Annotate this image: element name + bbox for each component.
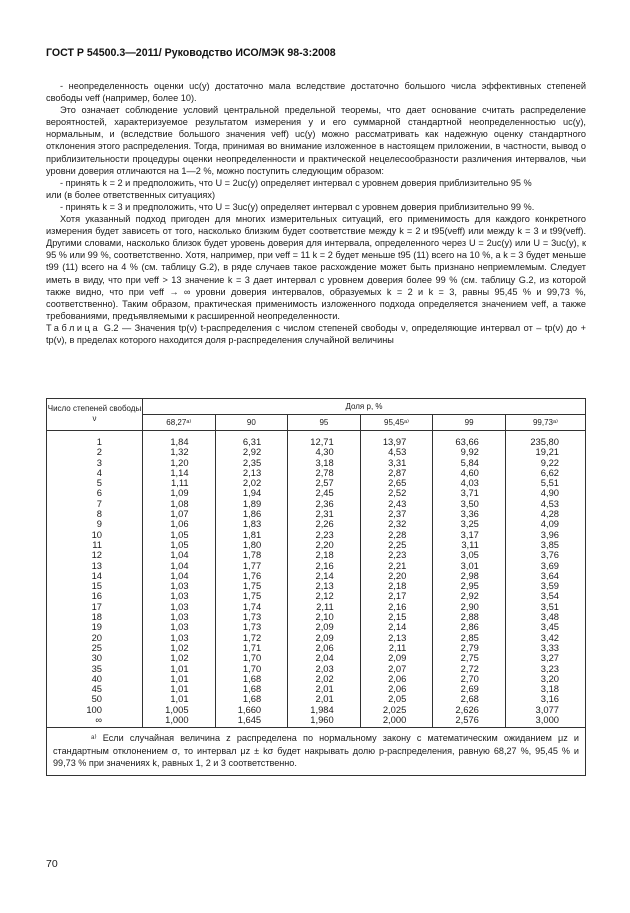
- value-cell: 2,626: [433, 705, 506, 715]
- value-cell: 4,30: [288, 447, 361, 457]
- value-cell: 3,45: [505, 622, 585, 632]
- table-row: [47, 715, 586, 728]
- value-cell: 2,14: [360, 622, 433, 632]
- value-cell: 1,81: [215, 530, 288, 540]
- value-cell: 2,25: [360, 540, 433, 550]
- value-cell: 1,75: [215, 591, 288, 601]
- value-cell: 3,01: [433, 561, 506, 571]
- value-cell: 2,03: [288, 664, 361, 674]
- p-header: 95: [288, 415, 361, 431]
- value-cell: 1,76: [215, 571, 288, 581]
- value-cell: 2,70: [433, 674, 506, 684]
- dof-cell: 16: [47, 591, 143, 601]
- value-cell: 1,78: [215, 550, 288, 560]
- page-number: 70: [46, 858, 58, 870]
- value-cell: 3,51: [505, 602, 585, 612]
- value-cell: 19,21: [505, 447, 585, 457]
- paragraph-1: - неопределенность оценки uc(y) достаточно мала вследствие достаточно большого числа эффективных степеней свободы νeff (например, более 10).: [46, 81, 586, 104]
- value-cell: 12,71: [288, 431, 361, 448]
- value-cell: 1,960: [288, 715, 361, 728]
- value-cell: 3,33: [505, 643, 585, 653]
- dof-cell: 5: [47, 478, 143, 488]
- dof-cell: 14: [47, 571, 143, 581]
- value-cell: 2,37: [360, 509, 433, 519]
- dof-cell: 19: [47, 622, 143, 632]
- p-header: 95,45ᵃ⁾: [360, 415, 433, 431]
- table-row: [47, 653, 586, 663]
- value-cell: 2,79: [433, 643, 506, 653]
- value-cell: 4,03: [433, 478, 506, 488]
- dof-cell: 20: [47, 633, 143, 643]
- value-cell: 1,03: [143, 581, 216, 591]
- value-cell: 3,25: [433, 519, 506, 529]
- value-cell: 2,18: [360, 581, 433, 591]
- value-cell: 2,75: [433, 653, 506, 663]
- value-cell: 2,88: [433, 612, 506, 622]
- value-cell: 2,36: [288, 499, 361, 509]
- value-cell: 3,48: [505, 612, 585, 622]
- value-cell: 3,76: [505, 550, 585, 560]
- value-cell: 3,17: [433, 530, 506, 540]
- dof-cell: 2: [47, 447, 143, 457]
- dof-cell: 35: [47, 664, 143, 674]
- value-cell: 3,85: [505, 540, 585, 550]
- value-cell: 1,03: [143, 602, 216, 612]
- dof-cell: 45: [47, 684, 143, 694]
- value-cell: 1,94: [215, 488, 288, 498]
- value-cell: 1,03: [143, 612, 216, 622]
- dof-cell: 40: [47, 674, 143, 684]
- value-cell: 1,74: [215, 602, 288, 612]
- value-cell: 1,01: [143, 694, 216, 704]
- value-cell: 2,52: [360, 488, 433, 498]
- value-cell: 1,05: [143, 540, 216, 550]
- value-cell: 2,35: [215, 458, 288, 468]
- value-cell: 1,04: [143, 561, 216, 571]
- value-cell: 2,92: [433, 591, 506, 601]
- value-cell: 2,01: [288, 684, 361, 694]
- value-cell: 1,01: [143, 674, 216, 684]
- value-cell: 3,20: [505, 674, 585, 684]
- fraction-header: Доля p, %: [143, 399, 586, 415]
- value-cell: 1,68: [215, 684, 288, 694]
- value-cell: 2,78: [288, 468, 361, 478]
- table-row: [47, 431, 586, 448]
- value-cell: 1,02: [143, 643, 216, 653]
- value-cell: 2,18: [288, 550, 361, 560]
- dof-cell: 13: [47, 561, 143, 571]
- value-cell: 2,12: [288, 591, 361, 601]
- value-cell: 1,73: [215, 612, 288, 622]
- dof-cell: 11: [47, 540, 143, 550]
- value-cell: 2,85: [433, 633, 506, 643]
- dof-cell: 50: [47, 694, 143, 704]
- value-cell: 2,69: [433, 684, 506, 694]
- value-cell: 2,23: [360, 550, 433, 560]
- value-cell: 2,17: [360, 591, 433, 601]
- value-cell: 1,04: [143, 571, 216, 581]
- value-cell: 1,02: [143, 653, 216, 663]
- value-cell: 2,02: [288, 674, 361, 684]
- value-cell: 3,23: [505, 664, 585, 674]
- value-cell: 2,09: [288, 633, 361, 643]
- value-cell: 1,14: [143, 468, 216, 478]
- value-cell: 3,69: [505, 561, 585, 571]
- value-cell: 2,16: [288, 561, 361, 571]
- value-cell: 1,70: [215, 664, 288, 674]
- page-header: ГОСТ Р 54500.3—2011/ Руководство ИСО/МЭК 98-3:2008: [46, 47, 336, 59]
- value-cell: 1,86: [215, 509, 288, 519]
- value-cell: 2,576: [433, 715, 506, 728]
- value-cell: 3,42: [505, 633, 585, 643]
- value-cell: 2,31: [288, 509, 361, 519]
- value-cell: 2,45: [288, 488, 361, 498]
- value-cell: 4,53: [505, 499, 585, 509]
- dof-cell: 100: [47, 705, 143, 715]
- value-cell: 2,000: [360, 715, 433, 728]
- dof-cell: 15: [47, 581, 143, 591]
- value-cell: 1,72: [215, 633, 288, 643]
- value-cell: 1,000: [143, 715, 216, 728]
- value-cell: 1,83: [215, 519, 288, 529]
- value-cell: 2,20: [360, 571, 433, 581]
- value-cell: 1,03: [143, 622, 216, 632]
- value-cell: 3,71: [433, 488, 506, 498]
- value-cell: 2,90: [433, 602, 506, 612]
- body-text: [46, 80, 586, 346]
- value-cell: 1,68: [215, 674, 288, 684]
- value-cell: 1,71: [215, 643, 288, 653]
- value-cell: 3,077: [505, 705, 585, 715]
- dof-cell: 9: [47, 519, 143, 529]
- dof-cell: 4: [47, 468, 143, 478]
- value-cell: 2,32: [360, 519, 433, 529]
- value-cell: 4,53: [360, 447, 433, 457]
- t-distribution-table: [46, 398, 586, 776]
- value-cell: 2,28: [360, 530, 433, 540]
- value-cell: 2,01: [288, 694, 361, 704]
- value-cell: 2,92: [215, 447, 288, 457]
- value-cell: 63,66: [433, 431, 506, 448]
- value-cell: 2,15: [360, 612, 433, 622]
- value-cell: 2,02: [215, 478, 288, 488]
- value-cell: 1,84: [143, 431, 216, 448]
- p-header: 90: [215, 415, 288, 431]
- value-cell: 1,73: [215, 622, 288, 632]
- value-cell: 2,10: [288, 612, 361, 622]
- value-cell: 2,20: [288, 540, 361, 550]
- value-cell: 1,01: [143, 684, 216, 694]
- value-cell: 2,23: [288, 530, 361, 540]
- table-caption: [46, 322, 586, 346]
- value-cell: 235,80: [505, 431, 585, 448]
- value-cell: 2,07: [360, 664, 433, 674]
- value-cell: 6,31: [215, 431, 288, 448]
- dof-cell: 17: [47, 602, 143, 612]
- list-item-2: - принять k = 3 и предположить, что U = 3uc(y) определяет интервал с уровнем доверия приблизительно 99 %.: [60, 201, 535, 212]
- value-cell: 4,90: [505, 488, 585, 498]
- value-cell: 2,95: [433, 581, 506, 591]
- value-cell: 1,06: [143, 519, 216, 529]
- value-cell: 1,03: [143, 633, 216, 643]
- value-cell: 2,68: [433, 694, 506, 704]
- value-cell: 1,01: [143, 664, 216, 674]
- value-cell: 1,645: [215, 715, 288, 728]
- value-cell: 3,05: [433, 550, 506, 560]
- value-cell: 4,09: [505, 519, 585, 529]
- dof-cell: 7: [47, 499, 143, 509]
- dof-cell: 6: [47, 488, 143, 498]
- value-cell: 2,87: [360, 468, 433, 478]
- value-cell: 3,27: [505, 653, 585, 663]
- value-cell: 1,68: [215, 694, 288, 704]
- value-cell: 2,025: [360, 705, 433, 715]
- value-cell: 5,51: [505, 478, 585, 488]
- value-cell: 3,54: [505, 591, 585, 601]
- value-cell: 1,20: [143, 458, 216, 468]
- value-cell: 2,21: [360, 561, 433, 571]
- value-cell: 13,97: [360, 431, 433, 448]
- value-cell: 1,80: [215, 540, 288, 550]
- dof-cell: 12: [47, 550, 143, 560]
- value-cell: 2,98: [433, 571, 506, 581]
- value-cell: 2,11: [360, 643, 433, 653]
- value-cell: 2,13: [215, 468, 288, 478]
- value-cell: 3,18: [288, 458, 361, 468]
- value-cell: 2,86: [433, 622, 506, 632]
- table-caption-word: Таблица: [46, 322, 101, 333]
- value-cell: 1,70: [215, 653, 288, 663]
- value-cell: 1,32: [143, 447, 216, 457]
- value-cell: 1,09: [143, 488, 216, 498]
- value-cell: 3,11: [433, 540, 506, 550]
- value-cell: 2,11: [288, 602, 361, 612]
- value-cell: 2,14: [288, 571, 361, 581]
- table-caption-text: G.2 — Значения tp(ν) t-распределения с числом степеней свободы ν, определяющие интервал от – tp(ν) до + tp(ν), в пределах которого находится доля p-распределения случайной величины: [46, 322, 586, 345]
- value-cell: 6,62: [505, 468, 585, 478]
- dof-cell: ∞: [47, 715, 143, 728]
- value-cell: 2,57: [288, 478, 361, 488]
- value-cell: 3,18: [505, 684, 585, 694]
- value-cell: 2,04: [288, 653, 361, 663]
- value-cell: 3,50: [433, 499, 506, 509]
- value-cell: 1,04: [143, 550, 216, 560]
- value-cell: 1,03: [143, 591, 216, 601]
- value-cell: 2,26: [288, 519, 361, 529]
- value-cell: 2,43: [360, 499, 433, 509]
- value-cell: 1,984: [288, 705, 361, 715]
- value-cell: 2,05: [360, 694, 433, 704]
- value-cell: 9,92: [433, 447, 506, 457]
- value-cell: 1,005: [143, 705, 216, 715]
- paragraph-3: Хотя указанный подход пригоден для многих измерительных ситуаций, его применимость для каждого конкретного измерения будет зависеть от того, насколько близким будет соответствие между k = 2 и t95(νeff) или между k = 3 и t99(νeff). Другими словами, насколько близок будет уровень доверия для интервала, определенного через U = 2uc(y) или U = 3uc(y), к 95 % или 99 %, соответственно. Хотя, например, при νeff = 11 k = 2 будет меньше t95 (11) всего на 10 %, а k = 3 будет меньше t99 (11) всего на 4 % (см. таблицу G.2), в ряде случаев такое расхождение может быть признано неприемлемым. Следует иметь в виду, что при νeff > 13 значение k = 3 дает интервал с уровнем доверия более 99 % (см. таблицу G.2, из которой также видно, что при νeff → ∞ уровни доверия интервалов, образуемых k = 2 и k = 3, равны 95,45 % и 99,73 %, соответственно). Таким образом, практическая применимость изложенного подхода определяется значением νeff, а также требованиями, предъявляемыми к расширенной неопределенности.: [46, 214, 586, 321]
- dof-header: Число степеней свободы ν: [47, 399, 143, 431]
- value-cell: 2,13: [360, 633, 433, 643]
- list-item-1: - принять k = 2 и предположить, что U = 2uc(y) определяет интервал с уровнем доверия приблизительно 95 %: [60, 177, 532, 188]
- value-cell: 3,59: [505, 581, 585, 591]
- value-cell: 3,36: [433, 509, 506, 519]
- list-or: или (в более ответственных ситуациях): [46, 189, 216, 200]
- value-cell: 1,660: [215, 705, 288, 715]
- value-cell: 2,09: [360, 653, 433, 663]
- value-cell: 3,16: [505, 694, 585, 704]
- value-cell: 3,31: [360, 458, 433, 468]
- value-cell: 2,06: [360, 684, 433, 694]
- dof-cell: 1: [47, 431, 143, 448]
- value-cell: 1,75: [215, 581, 288, 591]
- value-cell: 1,08: [143, 499, 216, 509]
- value-cell: 2,72: [433, 664, 506, 674]
- value-cell: 1,05: [143, 530, 216, 540]
- dof-cell: 25: [47, 643, 143, 653]
- dof-cell: 18: [47, 612, 143, 622]
- value-cell: 2,65: [360, 478, 433, 488]
- value-cell: 2,13: [288, 581, 361, 591]
- p-header: 68,27ᵃ⁾: [143, 415, 216, 431]
- dof-cell: 30: [47, 653, 143, 663]
- value-cell: 3,96: [505, 530, 585, 540]
- value-cell: 2,09: [288, 622, 361, 632]
- value-cell: 9,22: [505, 458, 585, 468]
- value-cell: 5,84: [433, 458, 506, 468]
- dof-cell: 10: [47, 530, 143, 540]
- value-cell: 4,60: [433, 468, 506, 478]
- value-cell: 1,77: [215, 561, 288, 571]
- value-cell: 3,000: [505, 715, 585, 728]
- dof-cell: 3: [47, 458, 143, 468]
- p-header: 99: [433, 415, 506, 431]
- value-cell: 1,07: [143, 509, 216, 519]
- dof-cell: 8: [47, 509, 143, 519]
- table-footnote: ᵃ⁾ Если случайная величина z распределена по нормальному закону с математическим ожиданием μz и стандартным отклонением σ, то интервал μz ± kσ будет накрывать долю p-распределения, равную 68,27 %, 95,45 % и 99,73 % при значениях k, равных 1, 2 и 3 соответственно.: [47, 728, 586, 776]
- value-cell: 2,16: [360, 602, 433, 612]
- p-header: 99,73ᵃ⁾: [505, 415, 585, 431]
- paragraph-2: Это означает соблюдение условий центральной предельной теоремы, что дает основание считать распределение вероятностей, характеризуемое результатом измерения y и его суммарной стандартной неопределенностью uc(y), нормальным, и (вследствие большого значения νeff) uc(y) можно рассматривать как надежную оценку стандартного отклонения этого распределения. Тогда, принимая во внимание изложенное в настоящем приложении, в частности, вывод о приблизительности процедуры оценки неопределенности и практической нецелесообразности различения интервалов, чьи уровни доверия отличаются на 1—2 %, можно поступить следующим образом:: [46, 105, 586, 176]
- value-cell: 3,64: [505, 571, 585, 581]
- value-cell: 4,28: [505, 509, 585, 519]
- value-cell: 2,06: [288, 643, 361, 653]
- value-cell: 1,89: [215, 499, 288, 509]
- value-cell: 1,11: [143, 478, 216, 488]
- value-cell: 2,06: [360, 674, 433, 684]
